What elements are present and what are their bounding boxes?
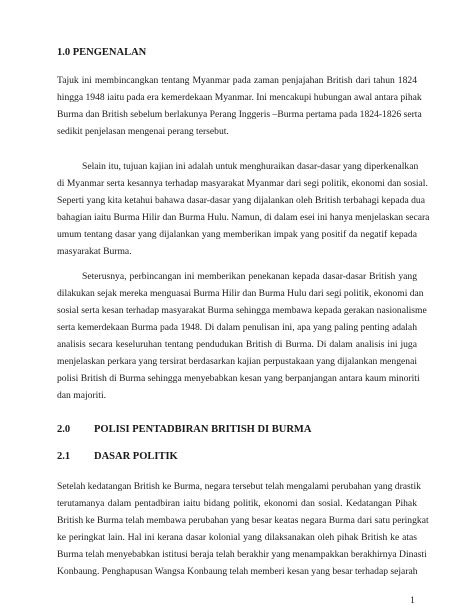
paragraph-3-line-5: analisis secara keseluruhan tentang pendudukan British di Burma. Di dalam analisis ini juga (57, 339, 417, 350)
paragraph-4-line-4: ke peringkat lain. Hal ini kerana dasar kolonial yang dilaksanakan oleh pihak British ke atas (57, 532, 417, 543)
paragraph-2-line-3: Seperti yang kita ketahui bahawa dasar-dasar yang dijalankan oleh British terbahagi kepada dua (57, 195, 425, 206)
paragraph-1-line-1: Tajuk ini membincangkan tentang Myanmar pada zaman penjajahan British dari tahun 1824 (57, 75, 417, 86)
paragraph-3-line-6: menjelaskan perkara yang tersirat berdasarkan kajian perpustakaan yang dijalankan mengenai (57, 356, 417, 367)
paragraph-2-line-5: umum tentang dasar yang dijalankan yang memberikan impak yang positif da negatif kepada (57, 229, 417, 240)
paragraph-2-line-1: Selain itu, tujuan kajian ini adalah untuk menghuraikan dasar-dasar yang diperkenalkan (82, 161, 419, 172)
paragraph-2-line-4: bahagian iaitu Burma Hilir dan Burma Hulu. Namun, di dalam esei ini hanya menjelaskan secara (57, 212, 430, 223)
paragraph-3-line-1: Seterusnya, perbincangan ini memberikan penekanan kepada dasar-dasar British yang (82, 271, 417, 282)
paragraph-2-line-2: di Myanmar serta kesannya terhadap masyarakat Myanmar dari segi politik, ekonomi dan sosial. (57, 178, 428, 189)
paragraph-4-line-2: terutamanya dalam pentadbiran iaitu bidang politik, ekonomi dan sosial. Kedatangan Pihak (57, 498, 417, 509)
section-number-2-0: 2.0 (57, 424, 71, 435)
paragraph-4-line-6: Konbaung. Penghapusan Wangsa Konbaung telah memberi kesan yang besar terhadap sejarah (57, 566, 418, 577)
paragraph-4-line-1: Setelah kedatangan British ke Burma, negara tersebut telah mengalami perubahan yang drastik (57, 481, 421, 492)
paragraph-4-line-5: Burma telah menyebabkan istitusi beraja telah berakhir yang menampakkan berakhirnya Dinasti (57, 549, 427, 560)
paragraph-1-line-2: hingga 1948 iaitu pada era kemerdekaan Myanmar. Ini mencakupi hubungan awal antara pihak (57, 92, 422, 103)
section-heading-pengenalan: 1.0 PENGENALAN (57, 47, 147, 58)
paragraph-1-line-3: Burma dan British sebelum berlakunya Perang Inggeris –Burma pertama pada 1824-1826 serta (57, 109, 422, 120)
paragraph-1-line-4: sedikit penjelasan mengenai perang tersebut. (57, 126, 229, 137)
paragraph-3-line-8: dan majoriti. (57, 390, 107, 401)
section-heading-dasar-politik: DASAR POLITIK (94, 451, 178, 462)
paragraph-4-line-3: British ke Burma telah membawa perubahan yang besar keatas negara Burma dari satu peringkat (57, 515, 429, 526)
section-number-2-1: 2.1 (57, 451, 71, 462)
page-number: 1 (410, 595, 415, 606)
paragraph-2-line-6: masyarakat Burma. (57, 246, 132, 257)
section-heading-polisi-pentadbiran: POLISI PENTADBIRAN BRITISH DI BURMA (94, 424, 312, 435)
paragraph-3-line-7: polisi British di Burma sehingga menyebabkan kesan yang berpanjangan antara kaum minoriti (57, 373, 420, 384)
paragraph-3-line-2: dilakukan sejak mereka menguasai Burma Hilir dan Burma Hulu dari segi politik, ekonomi dan (57, 288, 424, 299)
paragraph-3-line-4: serta kemerdekaan Burma pada 1948. Di dalam penulisan ini, apa yang paling penting adalah (57, 322, 417, 333)
paragraph-3-line-3: sosial serta kesan terhadap masyarakat Burma sehingga membawa kepada gerakan nasionalisme (57, 305, 427, 316)
